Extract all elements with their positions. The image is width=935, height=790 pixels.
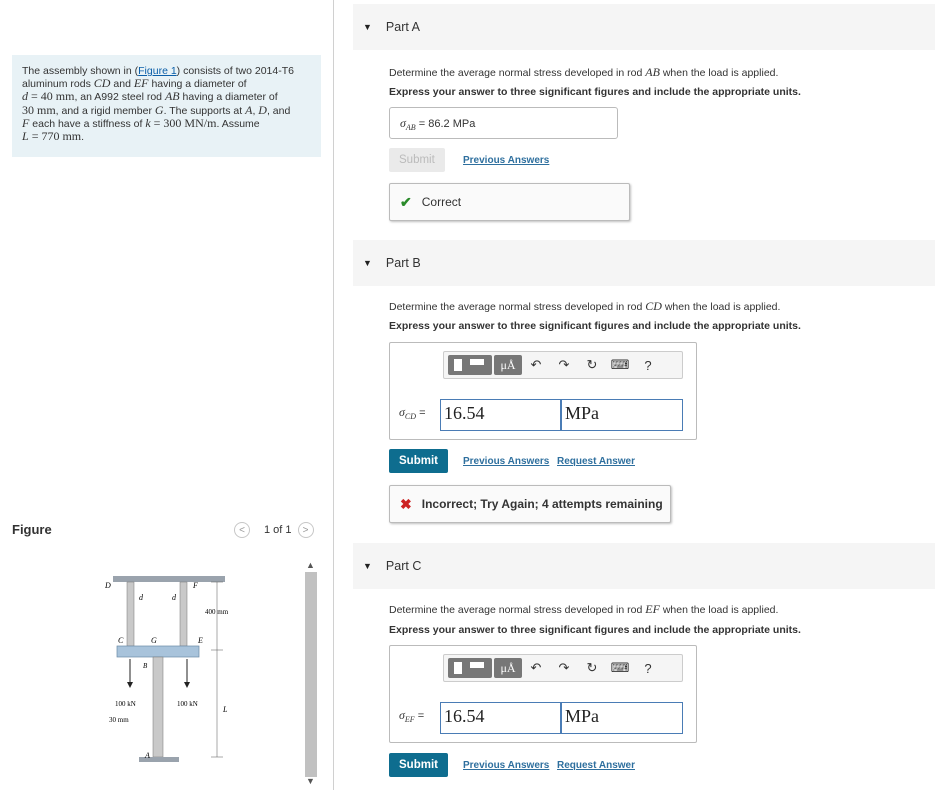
math-toolbar xyxy=(443,654,683,682)
label-L: L xyxy=(223,705,228,714)
part-a-instruction: Express your answer to three significant figures and include the appropriate units. xyxy=(389,86,801,98)
label-400mm: 400 mm xyxy=(205,608,229,616)
problem-text: The assembly shown in ( xyxy=(22,65,139,77)
label-D: D xyxy=(105,581,111,590)
label-A: A xyxy=(145,751,150,760)
load-arrowhead-right xyxy=(184,682,190,688)
part-c-submit-button[interactable]: Submit xyxy=(389,753,448,777)
check-icon: ✔ xyxy=(400,193,412,210)
part-a-feedback: ✔ Correct xyxy=(389,183,630,221)
templates-icon[interactable] xyxy=(448,658,492,678)
scroll-thumb[interactable] xyxy=(305,572,317,777)
part-a-answer: $\sigma_{AB} = 86.2$ MPa xyxy=(389,107,618,139)
redo-icon[interactable]: ↷ xyxy=(558,357,570,372)
label-30mm: 30 mm xyxy=(109,716,129,724)
collapse-triangle-icon: ▼ xyxy=(363,258,372,268)
part-b-unit-input[interactable]: MPa xyxy=(561,399,683,431)
part-c-question: Determine the average normal stress developed in rod EF when the load is applied. xyxy=(389,602,779,616)
figure-link[interactable]: Figure 1 xyxy=(138,65,177,77)
part-b-value-input[interactable]: 16.54 xyxy=(440,399,561,431)
part-a-submit-button[interactable]: Submit xyxy=(389,148,445,172)
part-c-instruction: Express your answer to three significant figures and include the appropriate units. xyxy=(389,624,801,636)
collapse-triangle-icon: ▼ xyxy=(363,561,372,571)
rigid-member-g xyxy=(117,646,199,657)
part-b-previous-answers-link[interactable]: Previous Answers xyxy=(463,456,550,467)
part-b-instruction: Express your answer to three significant figures and include the appropriate units. xyxy=(389,320,801,332)
part-c-previous-answers-link[interactable]: Previous Answers xyxy=(463,760,550,771)
label-d1: d xyxy=(139,593,143,602)
label-C: C xyxy=(118,636,124,645)
cross-icon: ✖ xyxy=(400,495,412,512)
prev-figure-button[interactable]: < xyxy=(234,522,250,538)
part-b-variable-label: $\sigma_{CD}$ = xyxy=(399,405,426,422)
part-c-variable-label: $\sigma_{EF}$ = xyxy=(399,708,425,725)
next-figure-button[interactable]: > xyxy=(298,522,314,538)
redo-icon[interactable]: ↷ xyxy=(558,660,570,675)
units-icon[interactable]: μÅ xyxy=(494,658,522,678)
figure-scrollbar[interactable] xyxy=(302,560,318,788)
figure-heading: Figure xyxy=(12,522,52,537)
label-B: B xyxy=(143,662,148,670)
part-b-submit-button[interactable]: Submit xyxy=(389,449,448,473)
part-a-title: Part A xyxy=(385,20,420,34)
units-icon[interactable]: μÅ xyxy=(494,355,522,375)
rod-ab xyxy=(153,657,163,757)
assembly-figure xyxy=(105,570,245,770)
part-b-feedback: ✖ Incorrect; Try Again; 4 attempts remaining xyxy=(389,485,671,523)
part-c-request-answer-link[interactable]: Request Answer xyxy=(557,760,635,771)
label-d2: d xyxy=(172,593,176,602)
top-support xyxy=(113,576,225,582)
rod-ef xyxy=(180,582,187,646)
math-toolbar xyxy=(443,351,683,379)
label-100kN-left: 100 kN xyxy=(115,700,136,708)
part-b-answer-editor xyxy=(389,342,697,440)
reset-icon[interactable]: ↻ xyxy=(586,660,598,675)
load-arrowhead-left xyxy=(127,682,133,688)
part-a-header[interactable] xyxy=(353,4,935,50)
part-b-question: Determine the average normal stress developed in rod CD when the load is applied. xyxy=(389,299,781,313)
part-c-unit-input[interactable]: MPa xyxy=(561,702,683,734)
scroll-down-icon[interactable]: ▼ xyxy=(306,776,315,786)
templates-icon[interactable] xyxy=(448,355,492,375)
part-b-header[interactable] xyxy=(353,240,935,286)
part-b-title: Part B xyxy=(385,256,421,270)
label-F: F xyxy=(193,581,198,590)
scroll-up-icon[interactable]: ▲ xyxy=(306,560,315,570)
label-100kN-right: 100 kN xyxy=(177,700,198,708)
part-a-previous-answers-link[interactable]: Previous Answers xyxy=(463,155,550,166)
panel-divider xyxy=(333,0,334,790)
undo-icon[interactable]: ↶ xyxy=(530,660,542,675)
help-icon[interactable]: ? xyxy=(644,660,652,676)
problem-statement: The assembly shown in (Figure 1) consists of two 2014-T6 aluminum rods CD and EF having a diameter of d = 40 mm, an A992 steel rod AB having a diameter of 30 mm, and a rigid member G. The supports at A, D, and F each have a stiffness of k = 300 MN/m. Assume L = 770 mm. xyxy=(12,55,321,157)
collapse-triangle-icon: ▼ xyxy=(363,22,372,32)
part-c-value-input[interactable]: 16.54 xyxy=(440,702,561,734)
part-a-question: Determine the average normal stress developed in rod AB when the load is applied. xyxy=(389,65,779,79)
help-icon[interactable]: ? xyxy=(644,357,652,373)
keyboard-icon[interactable]: ⌨ xyxy=(610,660,630,675)
figure-pager xyxy=(234,522,314,538)
part-b-request-answer-link[interactable]: Request Answer xyxy=(557,456,635,467)
undo-icon[interactable]: ↶ xyxy=(530,357,542,372)
label-G: G xyxy=(151,636,157,645)
part-c-header[interactable] xyxy=(353,543,935,589)
label-E: E xyxy=(198,636,203,645)
part-c-answer-editor xyxy=(389,645,697,743)
figure-page-count: 1 of 1 xyxy=(264,524,292,536)
part-c-title: Part C xyxy=(385,559,422,573)
reset-icon[interactable]: ↻ xyxy=(586,357,598,372)
rod-cd xyxy=(127,582,134,646)
keyboard-icon[interactable]: ⌨ xyxy=(610,357,630,372)
